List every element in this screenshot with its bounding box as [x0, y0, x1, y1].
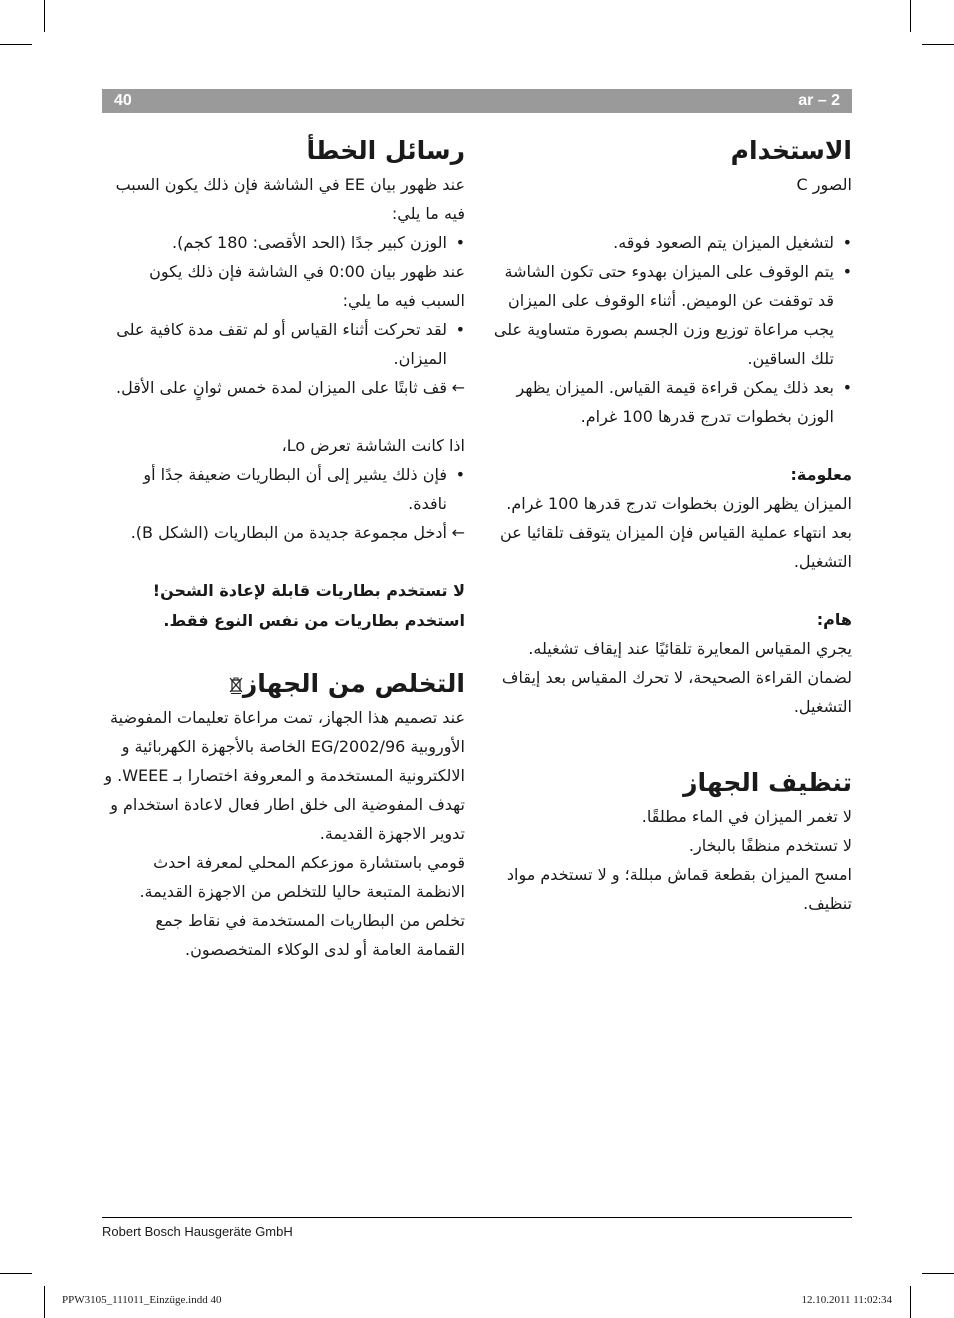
language-code: ar – 2 — [798, 92, 840, 109]
disposal-para: قومي باستشارة موزعكم المحلي لمعرفة احدث الانظمة المتبعة حاليا للتخلص من الاجهزة القديمة. — [139, 853, 465, 901]
usage-bullet: • بعد ذلك يمكن قراءة قيمة القياس. الميزان يظهر الوزن بخطوات تدرج قدرها 100 غرام. — [488, 373, 852, 431]
right-column — [488, 132, 852, 918]
cleaning-line: امسح الميزان بقطعة قماش مبللة؛ و لا تستخدم مواد تنظيف. — [506, 865, 852, 913]
disposal-para: تخلص من البطاريات المستخدمة في نقاط جمع القمامة العامة أو لدى الوكلاء المتخصصون. — [155, 911, 465, 959]
cleaning-title: تنظيف الجهاز — [683, 768, 852, 797]
crossed-bin-icon — [229, 676, 243, 694]
usage-title: الاستخدام — [730, 136, 852, 165]
cleaning-line: لا تستخدم منظفًا بالبخار. — [688, 836, 852, 855]
errors-action-text: قف ثابتًا على الميزان لمدة خمس ثوانٍ على الأقل. — [116, 378, 447, 397]
info-text: الميزان يظهر الوزن بخطوات تدرج قدرها 100 غرام. بعد انتهاء عملية القياس فإن الميزان يتوقف تلقائيا عن التشغيل. — [500, 494, 852, 571]
important-label: هام: — [816, 610, 852, 629]
crop-mark — [0, 44, 32, 45]
errors-action — [102, 373, 465, 402]
arrow-left-icon: ← — [451, 378, 465, 397]
info-label: معلومة: — [790, 465, 852, 484]
crop-mark — [44, 1286, 45, 1318]
errors-intro: عند ظهور بيان EE في الشاشة فإن ذلك يكون السبب فيه ما يلي: — [115, 175, 465, 223]
crop-mark — [910, 0, 911, 32]
cleaning-line: لا تغمر الميزان في الماء مطلقًا. — [641, 807, 852, 826]
battery-warning: استخدم بطاريات من نفس النوع فقط. — [163, 611, 465, 630]
crop-mark — [922, 1273, 954, 1274]
crop-mark — [0, 1273, 32, 1274]
disposal-para: عند تصميم هذا الجهاز، تمت مراعاة تعليمات المفوضية الأوروبية 2002/96/EG الخاصة بالأجهزة الكهربائية و الالكترونية المستخدمة و المعروفة اختصارا بـ WEEE. و تهدف المفوضية الى خلق اطار فعال لاعادة استخدام و تدوير الاجهزة القديمة. — [104, 708, 465, 843]
errors-action-text: أدخل مجموعة جديدة من البطاريات (الشكل B). — [130, 523, 447, 542]
crop-mark — [44, 0, 45, 32]
arrow-left-icon: ← — [451, 523, 465, 542]
left-column — [102, 132, 465, 964]
crop-mark — [922, 44, 954, 45]
footer-rule — [102, 1217, 852, 1218]
errors-action — [102, 518, 465, 547]
disposal-title — [102, 665, 465, 703]
usage-subtitle: الصور C — [796, 175, 852, 194]
page-number: 40 — [114, 92, 132, 109]
print-slug-date: 12.10.2011 11:02:34 — [801, 1294, 892, 1306]
errors-bullet: • لقد تحركت أثناء القياس أو لم تقف مدة كافية على الميزان. — [102, 315, 465, 373]
print-slug-file: PPW3105_111011_Einzüge.indd 40 — [62, 1294, 222, 1306]
errors-bullet: • الوزن كبير جدًا (الحد الأقصى: 180 كجم). — [102, 228, 465, 257]
important-text: يجري المقياس المعايرة تلقائيًا عند إيقاف تشغيله. لضمان القراءة الصحيحة، لا تحرك المقياس بعد إيقاف التشغيل. — [501, 639, 852, 716]
errors-bullet: • فإن ذلك يشير إلى أن البطاريات ضعيفة جدًا أو نافدة. — [102, 460, 465, 518]
lo-intro: اذا كانت الشاشة تعرض Lo، — [281, 436, 465, 455]
errors-title: رسائل الخطأ — [306, 136, 465, 165]
usage-bullet: • لتشغيل الميزان يتم الصعود فوقه. — [488, 228, 852, 257]
crop-mark — [910, 1286, 911, 1318]
errors-000-intro: عند ظهور بيان 0:00 في الشاشة فإن ذلك يكون السبب فيه ما يلي: — [149, 262, 465, 310]
battery-warning: لا تستخدم بطاريات قابلة لإعادة الشحن! — [152, 581, 465, 600]
usage-bullet: • يتم الوقوف على الميزان بهدوء حتى تكون الشاشة قد توقفت عن الوميض. أثناء الوقوف على الميزان يجب مراعاة توزيع وزن الجسم بصورة متساوية على تلك الساقين. — [488, 257, 852, 373]
disposal-title-text: التخلص من الجهاز — [242, 669, 465, 698]
footer-company: Robert Bosch Hausgeräte GmbH — [102, 1224, 293, 1239]
page-header-bar — [102, 89, 852, 113]
